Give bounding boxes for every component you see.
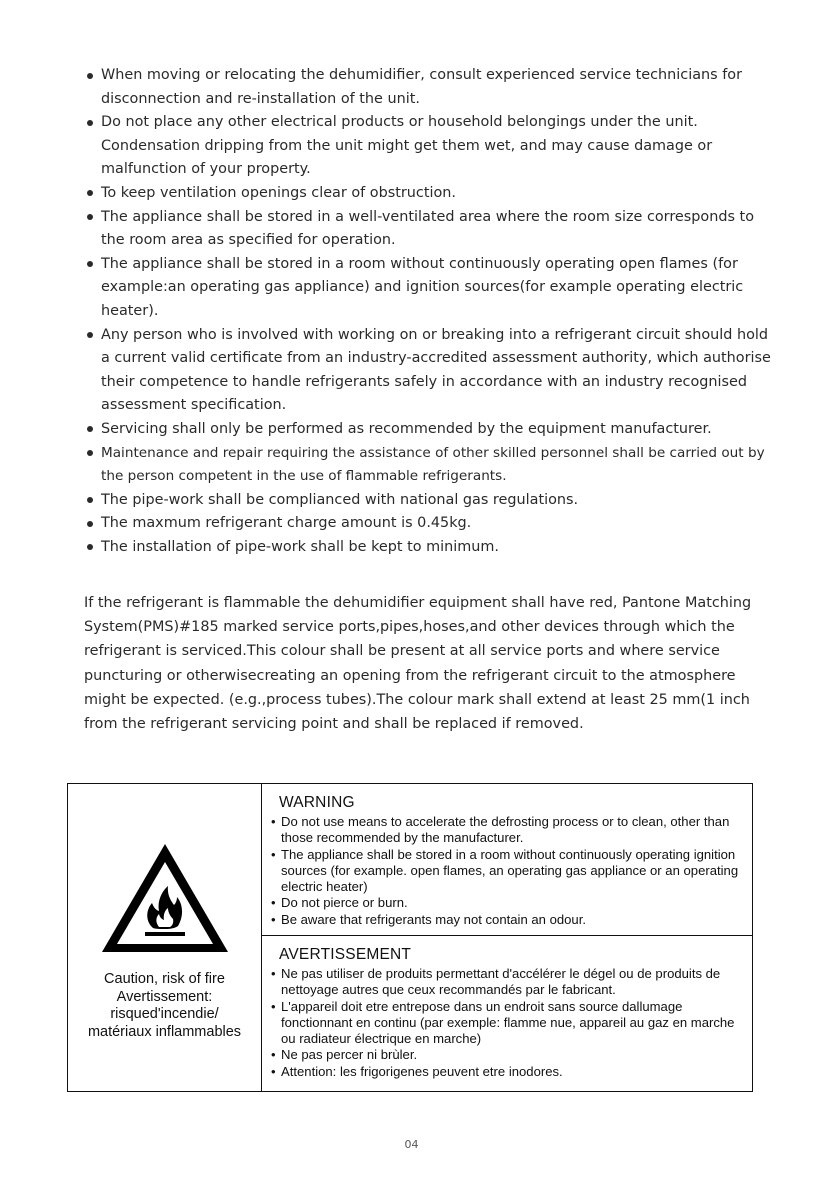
symbol-caption <box>68 971 261 1041</box>
list-item: • The appliance shall be stored in a room without continuously operating ignition sources (for example. open flames, an operating gas appliance or an operating electric heater) <box>271 847 752 896</box>
list-item: • Attention: les frigorigenes peuvent etre inodores. <box>271 1064 752 1080</box>
caption-line: risqued'incendie/ <box>110 1006 219 1022</box>
list-item: Any person who is involved with working on or breaking into a refrigerant circuit should hold a current valid certificate from an industry-accredited assessment authority, which authorise their competence to handle refrigerants safely in accordance with an industry recognised assessment specification. <box>86 324 776 418</box>
caption-line: Caution, risk of fire <box>104 971 225 987</box>
list-item: Maintenance and repair requiring the assistance of other skilled personnel shall be carried out by the person competent in the use of flammable refrigerants. <box>86 442 776 489</box>
warning-english-cell <box>262 784 753 936</box>
warning-heading: WARNING <box>279 794 355 811</box>
warning-french-list <box>262 966 752 1080</box>
list-item: Servicing shall only be performed as recommended by the equipment manufacturer. <box>86 418 776 442</box>
list-item: The appliance shall be stored in a room without continuously operating open flames (for example:an operating gas appliance) and ignition sources(for example operating electric heater). <box>86 253 776 324</box>
list-item: • Ne pas utiliser de produits permettant d'accélérer le dégel ou de produits de nettoyage autres que ceux recommandés par le fabricant. <box>271 966 752 999</box>
list-item: • Do not use means to accelerate the defrosting process or to clean, other than those recommended by the manufacturer. <box>271 814 752 847</box>
warning-english-list <box>262 814 752 928</box>
list-item: Do not place any other electrical products or household belongings under the unit. Condensation dripping from the unit might get them wet, and may cause damage or malfunction of your property. <box>86 111 776 182</box>
list-item: • Ne pas percer ni brùler. <box>271 1047 752 1063</box>
safety-bullet-list <box>86 64 776 559</box>
page-number: 04 <box>404 1138 419 1151</box>
warning-symbol-cell <box>68 784 262 1092</box>
list-item: The installation of pipe-work shall be kept to minimum. <box>86 536 776 560</box>
list-item: The maxmum refrigerant charge amount is 0.45kg. <box>86 512 776 536</box>
flammable-warning-triangle-icon <box>99 841 231 955</box>
list-item: • Be aware that refrigerants may not contain an odour. <box>271 912 752 928</box>
refrigerant-color-paragraph: If the refrigerant is flammable the dehumidifier equipment shall have red, Pantone Matching System(PMS)#185 marked service ports,pipes,hoses,and other devices through which the refrigerant is serviced.This colour shall be present at all service ports and where service puncturing or otherwisecreating an opening from the refrigerant circuit to the atmosphere might be expected. (e.g.,process tubes).The colour mark shall extend at least 25 mm(1 inch from the refrigerant servicing point and shall be replaced if removed. <box>84 595 752 733</box>
caption-line: Avertissement: <box>116 988 213 1005</box>
avertissement-heading: AVERTISSEMENT <box>279 946 412 963</box>
list-item: • Do not pierce or burn. <box>271 895 752 911</box>
caption-line: matériaux inflammables <box>87 1023 242 1040</box>
list-item: The appliance shall be stored in a well-ventilated area where the room size corresponds to the room area as specified for operation. <box>86 206 776 253</box>
warning-french-cell <box>262 936 753 1092</box>
list-item: When moving or relocating the dehumidifier, consult experienced service technicians for disconnection and re-installation of the unit. <box>86 64 776 111</box>
list-item: • L'appareil doit etre entrepose dans un endroit sans source dallumage fonctionnant en continu (par exemple: flamme nue, appareil au gaz en marche ou radiateur électrique en marche) <box>271 999 752 1048</box>
list-item: To keep ventilation openings clear of obstruction. <box>86 182 776 206</box>
list-item: The pipe-work shall be complianced with national gas regulations. <box>86 489 776 513</box>
warning-table <box>67 783 753 1092</box>
